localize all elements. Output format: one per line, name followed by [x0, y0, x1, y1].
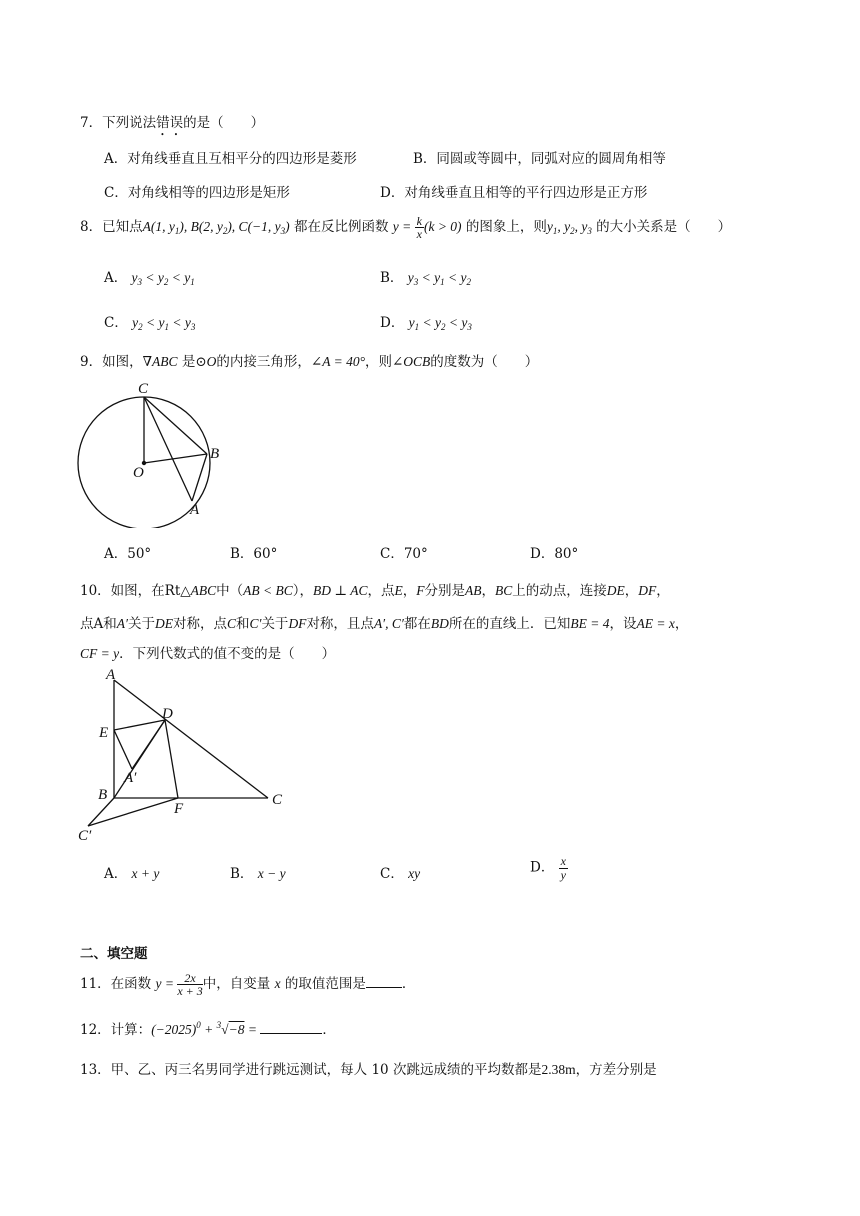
q9-option-d: D．80° — [530, 546, 579, 562]
q10-side-bc: BC — [494, 583, 513, 598]
q7-stem — [80, 111, 264, 139]
q7-option-d: D．对角线垂直且相等的平行四边形是正方形 — [380, 185, 648, 201]
q8-option-d-label: D． — [380, 315, 405, 331]
q10-segment-ea-prime — [114, 730, 132, 769]
q8-option-d-expr: $y_1 < y_2 < y_3$ — [408, 315, 472, 332]
q10-line2-a: 点A和 — [80, 616, 117, 632]
q7-stem-prefix: 7．下列说法 — [80, 115, 157, 131]
q10-line3-b: ．下列代数式的值不变的是（ ） — [119, 646, 336, 662]
q10-c-prime: C′ — [249, 616, 262, 631]
q9-stem-d: ，则 — [364, 354, 392, 370]
q10-axis-df: DF — [288, 616, 307, 631]
q11-answer-blank[interactable] — [366, 975, 402, 988]
q9-option-a: A．50° — [104, 546, 152, 562]
q8-option-b-expr: $y_3 < y_1 < y_2$ — [407, 270, 471, 287]
q8-function: y = $\frac{k}{x}$ (k > 0) — [392, 213, 462, 242]
q10-perp: BD ⊥ AC — [313, 583, 368, 598]
q10-line3 — [80, 642, 335, 662]
q8-option-b-label: B． — [380, 270, 404, 286]
q9-segment-ob — [144, 454, 207, 463]
q7-stem-suffix: 的是（ ） — [183, 115, 265, 131]
q10-line2-g: 都在 — [403, 616, 431, 632]
q11-a: 11．在函数 — [80, 976, 152, 992]
q9-angle-a: ∠A = 40° — [310, 354, 365, 369]
q10-option-a-label: A． — [104, 866, 128, 882]
q9-label-o: O — [133, 465, 144, 481]
q10-a-prime: A′ — [116, 616, 128, 631]
q9-segment-ba — [192, 454, 207, 501]
q9-angle-ocb: ∠OCB — [391, 354, 431, 369]
q10-primes: A′, C′ — [373, 616, 404, 631]
q10-line2-d: 和 — [235, 616, 250, 632]
q10-side-ab: AB — [464, 583, 482, 598]
q10-option-b-label: B． — [230, 866, 254, 882]
q9-label-c: C — [138, 381, 149, 397]
q8-stem — [80, 212, 731, 246]
q9-option-b: B．60° — [230, 546, 278, 562]
q10-line1-c: ）， — [292, 583, 314, 599]
q10-line1: 10．如图，在Rt△ABC中（AB < BC），BD ⊥ AC，点E，F分别是AB，BC上的动点，连接DE，DF， — [80, 583, 670, 599]
q10-line2-e: 关于 — [261, 616, 289, 632]
q10-line2: 点A和A′关于DE对称，点C和C′关于DF对称，且点A′, C′都在BD所在的直线上．已知BE = 4，设AE = x， — [80, 616, 689, 632]
q10-label-a-prime: A′ — [124, 770, 137, 786]
q10-segment-df — [165, 720, 178, 798]
q10-option-c-expr: xy — [408, 866, 421, 881]
q8-option-c — [104, 311, 195, 332]
q8-stem-d: 的大小关系是（ ） — [596, 219, 732, 235]
q10-line1-g: ， — [481, 583, 495, 599]
q9-figure — [70, 378, 240, 528]
q8-stem-a: 8．已知点 — [80, 219, 143, 235]
q13-b: ，方差分别是 — [575, 1062, 657, 1078]
q8-option-c-expr: $y_2 < y_1 < y_3$ — [132, 315, 196, 332]
q10-line2-b: 关于 — [127, 616, 155, 632]
q8-stem-b: 都在反比例函数 — [293, 219, 389, 235]
q11 — [80, 966, 415, 1002]
q10-cf: CF = y — [80, 646, 120, 661]
q10-segment-ed — [114, 720, 165, 730]
q12-expression: $(-2025)^0 + ^3√-8$ = — [151, 1020, 261, 1037]
q10-triangle: ABC — [190, 583, 217, 598]
q10-line1-a: 10．如图，在Rt△ — [80, 583, 191, 599]
q10-option-c-label: C． — [380, 866, 404, 882]
q10-line-bd: BD — [430, 616, 449, 631]
q10-seg-de: DE — [606, 583, 625, 598]
q10-option-c — [380, 862, 420, 882]
q10-seg-df: DF — [638, 583, 657, 598]
q7-option-c: C．对角线相等的四边形是矩形 — [104, 185, 290, 201]
q10-label-d: D — [162, 706, 173, 722]
q11-var: x — [274, 976, 281, 991]
q12-answer-blank[interactable] — [260, 1021, 322, 1034]
q10-label-b: B — [98, 787, 108, 803]
q11-b: 中，自变量 — [202, 976, 271, 992]
q10-option-d-expr: $\frac{x}{y}$ — [560, 854, 566, 882]
q8-vars: $y_1$, $y_2$, $y_3$ — [546, 219, 592, 236]
q11-d: ． — [401, 976, 416, 992]
q9-stem — [80, 350, 538, 370]
q10-option-b — [230, 862, 286, 882]
q9-stem-c: 的内接三角形， — [216, 354, 311, 370]
q10-ae: AE = x — [636, 616, 675, 631]
q11-function: y = $\frac{2x}{x + 3}$ — [155, 970, 203, 999]
q10-line2-i: ，设 — [609, 616, 637, 632]
q13-mean-value: 2.38m — [541, 1062, 576, 1077]
q10-option-a-expr: x + y — [131, 866, 160, 881]
q9-label-a: A — [190, 502, 200, 518]
q7-option-a: A．对角线垂直且互相平分的四边形是菱形 — [104, 151, 357, 167]
q11-c: 的取值范围是 — [284, 976, 366, 992]
q10-line2-c: 对称，点 — [172, 616, 227, 632]
q10-axis-de: DE — [154, 616, 173, 631]
q9-option-c: C．70° — [380, 546, 428, 562]
q9-label-b: B — [210, 446, 220, 462]
q10-line1-d: ，点 — [367, 583, 395, 599]
q10-label-e: E — [99, 725, 109, 741]
q10-line2-h: 所在的直线上．已知 — [448, 616, 571, 632]
q13 — [80, 1058, 657, 1078]
q10-label-c: C — [272, 792, 283, 808]
q8-option-a — [104, 266, 195, 287]
q7-stem-emphasis: 错误 — [156, 115, 184, 131]
q10-be: BE = 4 — [570, 616, 610, 631]
q10-point-c: C — [226, 616, 236, 631]
q10-label-a: A — [106, 667, 116, 683]
q9-stem-e: 的度数为（ ） — [430, 354, 539, 370]
q10-segment-da-prime — [132, 720, 165, 769]
q10-line2-f: 对称，且点 — [306, 616, 374, 632]
q8-stem-c: 的图象上，则 — [465, 219, 547, 235]
q10-option-d-label: D． — [530, 859, 555, 876]
section-title-fill-in: 二、填空题 — [80, 946, 148, 962]
q7-option-b: B．同圆或等圆中，同弧对应的圆周角相等 — [413, 151, 666, 167]
q10-line1-b: 中（ — [216, 583, 244, 599]
q9-stem-b: 是⊙ — [181, 354, 207, 370]
q10-point-f: F — [416, 583, 425, 598]
q8-option-a-expr: $y_3 < y_2 < y_1$ — [131, 270, 195, 287]
q9-stem-a: 9．如图， — [80, 354, 143, 370]
q9-segment-ca — [144, 397, 192, 501]
q10-label-f: F — [174, 801, 184, 817]
q10-option-a — [104, 862, 159, 882]
q10-line1-f: 分别是 — [424, 583, 465, 599]
q10-segment-ac — [114, 680, 268, 798]
q10-label-c-prime: C′ — [78, 828, 92, 844]
q8-option-a-label: A． — [104, 270, 128, 286]
q8-option-b — [380, 266, 471, 287]
q10-point-e: E — [394, 583, 403, 598]
q8-option-d — [380, 311, 472, 332]
q10-option-b-expr: x − y — [257, 866, 286, 881]
q12-a: 12．计算： — [80, 1022, 152, 1038]
q10-line1-h: 上的动点，连接 — [512, 583, 607, 599]
q10-line1-i: ， — [624, 583, 639, 599]
q13-a: 13．甲、乙、丙三名男同学进行跳远测试，每人 10 次跳远成绩的平均数都是 — [80, 1062, 542, 1078]
q8-points: A(1, $y_1$), B(2, $y_2$), C(−1, $y_3$) — [142, 219, 290, 236]
q10-condition: AB < BC — [243, 583, 293, 598]
q10-option-d — [530, 855, 568, 881]
q10-figure — [72, 666, 302, 846]
q8-option-c-label: C． — [104, 315, 128, 331]
q9-circle-name: O — [206, 354, 217, 369]
q9-triangle: ∇ABC — [142, 354, 178, 369]
q12-b: ． — [322, 1022, 336, 1038]
q12 — [80, 1018, 336, 1038]
q10-line1-e: ， — [402, 583, 417, 599]
